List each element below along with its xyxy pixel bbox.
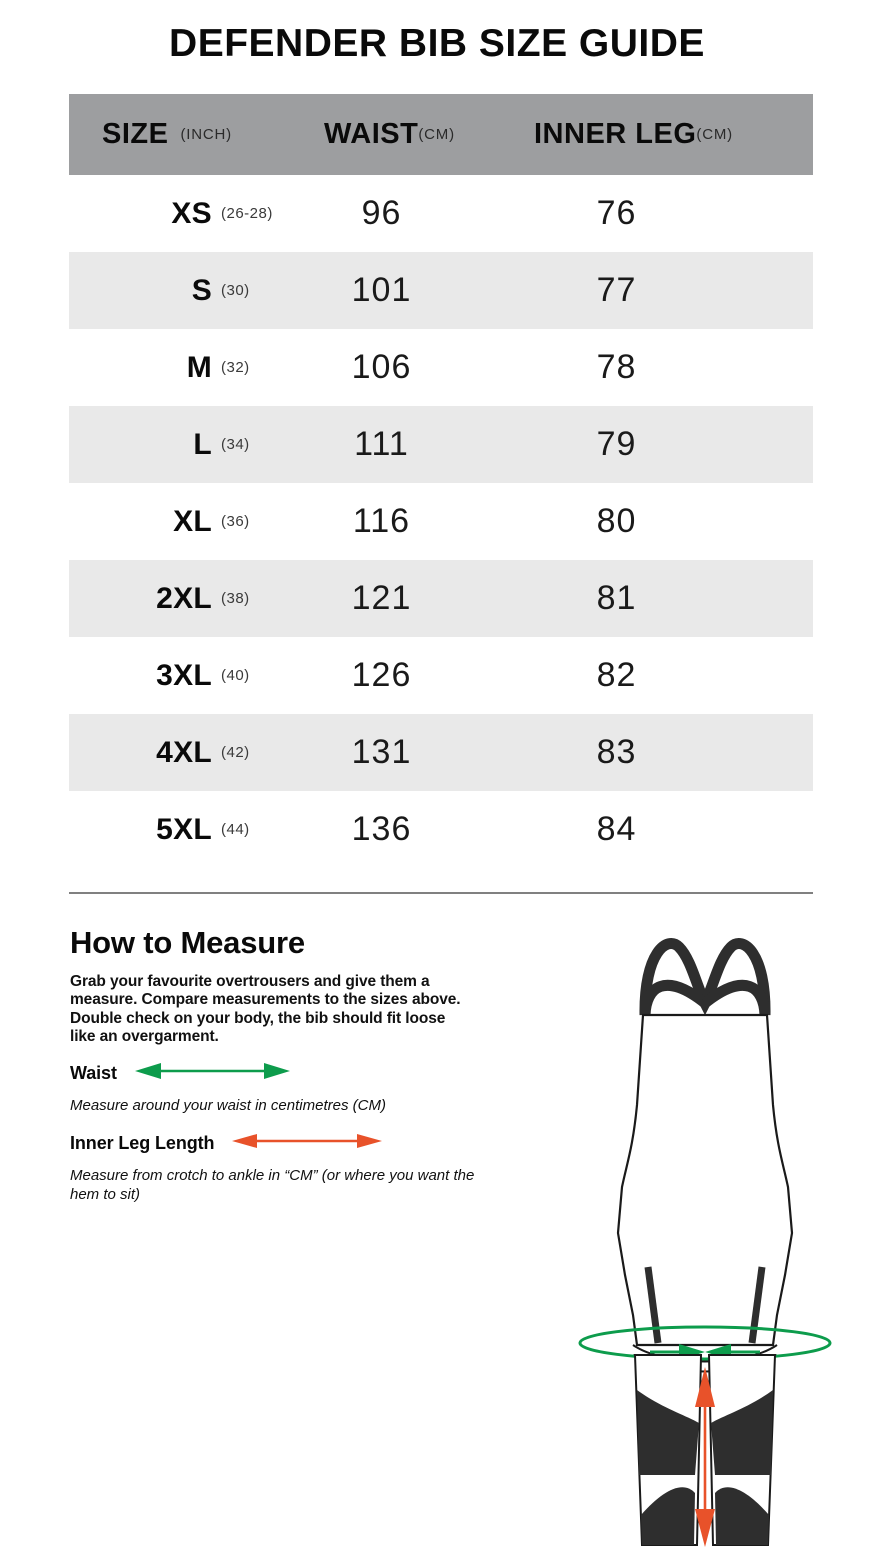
cell-inch xyxy=(221,714,250,791)
size-value: XS xyxy=(171,196,212,230)
inner-leg-value: 83 xyxy=(596,733,637,771)
waist-value: 131 xyxy=(351,733,412,771)
cell-size xyxy=(102,175,212,252)
table-row xyxy=(69,252,813,329)
how-to-measure-intro: Grab your favourite overtrousers and give them a measure. Compare measurements to the sizes above. Double check on your body, the bib should fit loose like an overgarment. xyxy=(70,973,461,1045)
cell-inch xyxy=(221,791,250,868)
cell-waist xyxy=(314,252,449,329)
header-size-label: SIZE xyxy=(102,118,169,150)
cell-size xyxy=(102,714,212,791)
cell-size xyxy=(102,560,212,637)
inch-value: (42) xyxy=(221,744,250,761)
header-cell-waist xyxy=(324,94,455,175)
cell-waist xyxy=(314,175,449,252)
inner-leg-note: Measure from crotch to ankle in “CM” (or where you want the hem to sit) xyxy=(70,1166,475,1203)
inner-leg-value: 82 xyxy=(596,656,637,694)
how-to-measure-heading: How to Measure xyxy=(70,925,305,960)
inner-leg-value: 78 xyxy=(596,348,637,386)
cell-waist xyxy=(314,329,449,406)
inner-leg-measure-row xyxy=(70,1131,490,1156)
inch-value: (34) xyxy=(221,436,250,453)
cell-waist xyxy=(314,714,449,791)
cell-inner-leg xyxy=(549,252,684,329)
table-body xyxy=(69,175,813,868)
cell-size xyxy=(102,329,212,406)
cell-inch xyxy=(221,483,250,560)
bib-straps-icon xyxy=(645,944,765,1015)
inch-value: (38) xyxy=(221,590,250,607)
waist-value: 106 xyxy=(351,348,412,386)
cell-inch xyxy=(221,329,250,406)
cell-waist xyxy=(314,791,449,868)
inch-value: (40) xyxy=(221,667,250,684)
inch-value: (26-28) xyxy=(221,205,273,222)
cell-size xyxy=(102,791,212,868)
header-inner-leg-unit: (CM) xyxy=(696,126,733,143)
inch-value: (44) xyxy=(221,821,250,838)
inch-value: (30) xyxy=(221,282,250,299)
waist-value: 111 xyxy=(354,425,409,463)
table-row xyxy=(69,637,813,714)
waist-value: 136 xyxy=(351,810,412,848)
cell-inner-leg xyxy=(549,714,684,791)
cell-inner-leg xyxy=(549,791,684,868)
cell-inch xyxy=(221,406,250,483)
size-value: S xyxy=(191,273,212,307)
inch-value: (32) xyxy=(221,359,250,376)
cell-inner-leg xyxy=(549,637,684,714)
how-to-measure-section xyxy=(70,925,490,1204)
section-divider xyxy=(69,892,813,894)
table-row xyxy=(69,714,813,791)
size-value: 3XL xyxy=(156,658,212,692)
inner-leg-arrow-icon xyxy=(232,1131,382,1156)
waist-measure-row xyxy=(70,1061,490,1086)
header-waist-unit: (CM) xyxy=(418,126,455,143)
size-value: M xyxy=(186,350,212,384)
inner-leg-value: 84 xyxy=(596,810,637,848)
waist-note: Measure around your waist in centimetres (CM) xyxy=(70,1097,386,1115)
inner-leg-value: 79 xyxy=(596,425,637,463)
cell-waist xyxy=(314,483,449,560)
inner-leg-value: 80 xyxy=(596,502,637,540)
bib-body xyxy=(618,1015,792,1345)
header-waist-label: WAIST xyxy=(324,118,419,150)
cell-inch xyxy=(221,175,273,252)
cell-inch xyxy=(221,637,250,714)
table-header-row xyxy=(69,94,813,175)
waist-value: 101 xyxy=(351,271,412,309)
cell-inch xyxy=(221,252,250,329)
cell-inner-leg xyxy=(549,175,684,252)
header-inner-leg-label: INNER LEG xyxy=(534,118,697,150)
cell-inch xyxy=(221,560,250,637)
table-row xyxy=(69,560,813,637)
waist-value: 96 xyxy=(361,194,402,232)
header-cell-inner-leg xyxy=(534,94,733,175)
cell-inner-leg xyxy=(549,560,684,637)
header-size-unit: (INCH) xyxy=(180,126,232,143)
size-value: 5XL xyxy=(156,812,212,846)
table-row xyxy=(69,175,813,252)
inch-value: (36) xyxy=(221,513,250,530)
waist-value: 126 xyxy=(351,656,412,694)
page-title: DEFENDER BIB SIZE GUIDE xyxy=(169,22,705,65)
cell-waist xyxy=(314,560,449,637)
table-row xyxy=(69,791,813,868)
cell-size xyxy=(102,637,212,714)
inner-leg-label: Inner Leg Length xyxy=(70,1132,215,1153)
header-cell-size xyxy=(102,94,232,175)
cell-size xyxy=(102,483,212,560)
size-table xyxy=(69,94,813,868)
cell-inner-leg xyxy=(549,483,684,560)
waist-value: 121 xyxy=(351,579,412,617)
cell-size xyxy=(102,252,212,329)
size-value: XL xyxy=(173,504,212,538)
cell-size xyxy=(102,406,212,483)
bib-illustration xyxy=(545,915,865,1555)
cell-inner-leg xyxy=(549,406,684,483)
inner-leg-value: 76 xyxy=(596,194,637,232)
cell-waist xyxy=(314,637,449,714)
cell-waist xyxy=(314,406,449,483)
table-row xyxy=(69,483,813,560)
table-row xyxy=(69,329,813,406)
size-value: 2XL xyxy=(156,581,212,615)
inner-leg-value: 81 xyxy=(596,579,637,617)
size-value: 4XL xyxy=(156,735,212,769)
waist-arrow-icon xyxy=(135,1061,290,1086)
waist-value: 116 xyxy=(352,502,411,540)
cell-inner-leg xyxy=(549,329,684,406)
table-row xyxy=(69,406,813,483)
inner-leg-value: 77 xyxy=(596,271,637,309)
waist-label: Waist xyxy=(70,1063,117,1084)
size-value: L xyxy=(193,427,212,461)
